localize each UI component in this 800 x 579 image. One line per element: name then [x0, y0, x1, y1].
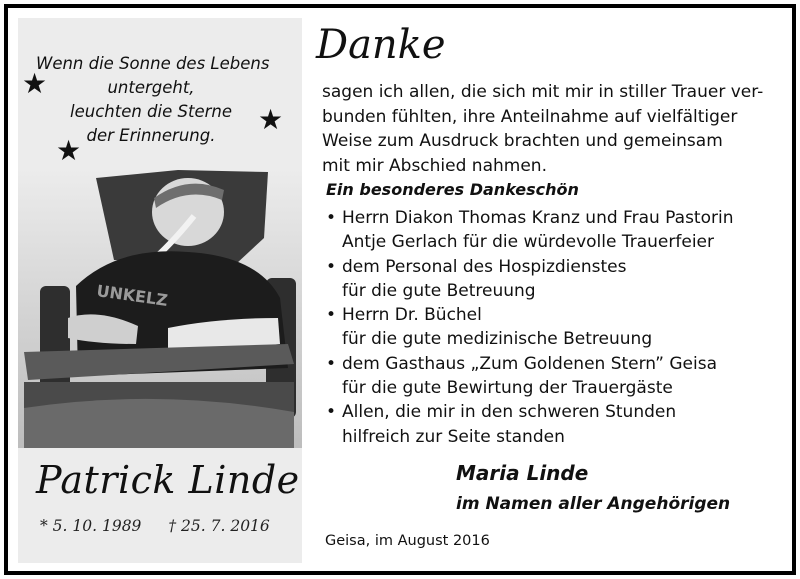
intro-line: sagen ich allen, die sich mit mir in stiller Trauer ver-	[322, 82, 764, 102]
birth-date: * 5. 10. 1989	[40, 517, 142, 535]
list-item-line: Antje Gerlach für die würdevolle Trauerfeier	[342, 232, 714, 253]
quote-line: untergeht,	[107, 78, 195, 97]
quote-line: der Erinnerung.	[86, 126, 216, 145]
star-icon: ★	[258, 103, 284, 136]
bullet-icon: •	[326, 208, 337, 228]
shirt-print: UNKELZ	[95, 281, 169, 310]
intro-line: mit mir Abschied nahmen.	[322, 155, 547, 176]
list-item	[326, 303, 786, 352]
signature-name: Maria Linde	[456, 461, 589, 485]
deceased-name: Patrick Linde	[36, 458, 300, 502]
quote-line: leuchten die Sterne	[70, 102, 232, 121]
list-item-line: für die gute Bewirtung der Trauergäste	[342, 378, 673, 399]
death-date: † 25. 7. 2016	[168, 517, 270, 535]
list-item	[326, 400, 786, 449]
thanks-list	[326, 206, 786, 449]
list-item-line: Herrn Diakon Thomas Kranz und Frau Pastorin	[342, 208, 734, 228]
signature-line: im Namen aller Angehörigen	[456, 494, 731, 514]
page-title: Danke	[316, 22, 446, 68]
quote-line: Wenn die Sonne des Lebens	[36, 54, 270, 73]
list-item-line: dem Gasthaus „Zum Goldenen Stern” Geisa	[342, 353, 717, 374]
portrait-photo	[18, 168, 302, 448]
star-icon: ★	[56, 134, 82, 167]
list-item-line: hilfreich zur Seite standen	[342, 426, 565, 447]
bullet-icon: •	[326, 402, 337, 423]
place-date: Geisa, im August 2016	[325, 533, 490, 549]
bullet-icon: •	[326, 256, 337, 277]
list-item-line: dem Personal des Hospizdienstes	[342, 256, 627, 277]
bullet-icon: •	[326, 305, 337, 326]
list-item	[326, 206, 786, 255]
bullet-icon: •	[326, 353, 337, 374]
life-dates	[40, 517, 292, 535]
list-item-line: Allen, die mir in den schweren Stunden	[342, 402, 677, 423]
list-item-line: Herrn Dr. Büchel	[342, 305, 482, 326]
thanks-heading: Ein besonderes Dankeschön	[326, 180, 579, 199]
star-icon: ★	[22, 67, 48, 100]
intro-text	[322, 80, 782, 178]
intro-line: Weise zum Ausdruck brachten und gemeinsam	[322, 131, 723, 151]
list-item-line: für die gute Betreuung	[342, 280, 536, 301]
list-item	[326, 255, 786, 304]
list-item	[326, 352, 786, 401]
intro-line: bunden fühlten, ihre Anteilnahme auf vielfältiger	[322, 106, 738, 127]
list-item-line: für die gute medizinische Betreuung	[342, 329, 653, 350]
